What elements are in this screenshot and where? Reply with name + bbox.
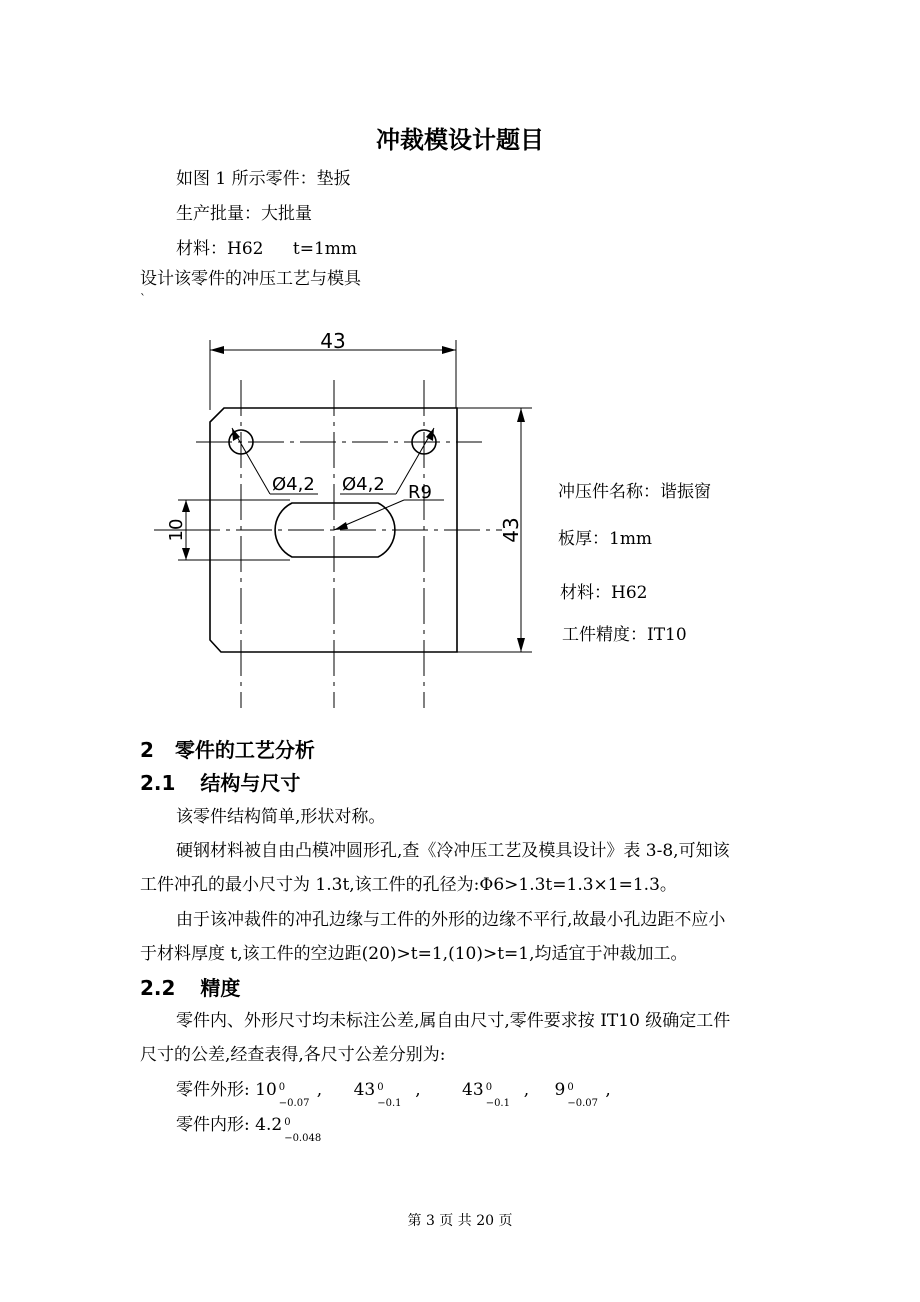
s21-para-2a: 硬钢材料被自由凸模冲圆形孔,查《冷冲压工艺及模具设计》表 3-8,可知该 [176, 841, 730, 861]
outer-label: 零件外形: [176, 1080, 250, 1100]
intro-part: 如图 1 所示零件：垫扳 [176, 169, 351, 189]
dim-height: 43 [499, 517, 523, 543]
page-title: 冲裁模设计题目 [376, 126, 544, 154]
section-2-title: 零件的工艺分析 [174, 738, 315, 762]
intro-task: 设计该零件的冲压工艺与模具 [140, 269, 361, 289]
intro-material-label: 材料：H62 [176, 239, 264, 259]
stray-mark: ` [140, 292, 146, 306]
s22-para-1a: 零件内、外形尺寸均未标注公差,属自由尺寸,零件要求按 IT10 级确定工件 [176, 1011, 731, 1031]
spec-thickness: 板厚：1mm [558, 529, 653, 549]
s22-para-1b: 尺寸的公差,经查表得,各尺寸公差分别为: [140, 1045, 446, 1065]
label-hole-left: Ø4,2 [272, 474, 315, 495]
spec-precision: 工件精度：IT10 [562, 625, 687, 645]
section-2-heading [140, 734, 315, 763]
dim-width: 43 [320, 329, 346, 353]
intro-material [176, 236, 357, 262]
section-2-1-title: 结构与尺寸 [200, 771, 301, 795]
inner-tolerances [176, 1112, 332, 1144]
label-hole-right: Ø4,2 [342, 474, 385, 495]
section-2-1-number: 2.1 [140, 771, 176, 795]
intro-thickness: t=1mm [292, 239, 358, 259]
intro-batch: 生产批量：大批量 [176, 204, 312, 224]
tol-item: 4.2 0 −0.048 [255, 1115, 322, 1144]
tol-item: 10 0 −0.07 , [255, 1080, 323, 1109]
section-2-1-heading [140, 767, 300, 796]
tol-item: 9 0 −0.07 , [554, 1080, 611, 1109]
section-2-number: 2 [140, 738, 154, 762]
page-footer: 第 3 页 共 20 页 [407, 1213, 513, 1229]
section-2-2-title: 精度 [200, 976, 241, 1000]
label-radius: R9 [408, 482, 432, 503]
s21-para-1: 该零件结构简单,形状对称。 [176, 807, 386, 827]
s21-para-3a: 由于该冲裁件的冲孔边缘与工件的外形的边缘不平行,故最小孔边距不应小 [176, 910, 726, 930]
tol-item: 43 0 −0.1 , [353, 1080, 421, 1109]
part-drawing [0, 320, 560, 720]
tol-item: 43 0 −0.1 , [462, 1080, 530, 1109]
spec-name: 冲压件名称：谐振窗 [558, 482, 711, 502]
s21-para-2b: 工件冲孔的最小尺寸为 1.3t,该工件的孔径为:Φ6>1.3t=1.3×1=1.3。 [140, 875, 677, 895]
section-2-2-number: 2.2 [140, 976, 176, 1000]
outer-tolerances [176, 1077, 611, 1109]
dim-slot-width: 10 [166, 518, 187, 542]
s21-para-3b: 于材料厚度 t,该工件的空边距(20)>t=1,(10)>t=1,均适宜于冲裁加工。 [140, 944, 688, 964]
section-2-2-heading [140, 972, 240, 1001]
inner-label: 零件内形: [176, 1115, 250, 1135]
spec-material: 材料：H62 [560, 583, 648, 603]
